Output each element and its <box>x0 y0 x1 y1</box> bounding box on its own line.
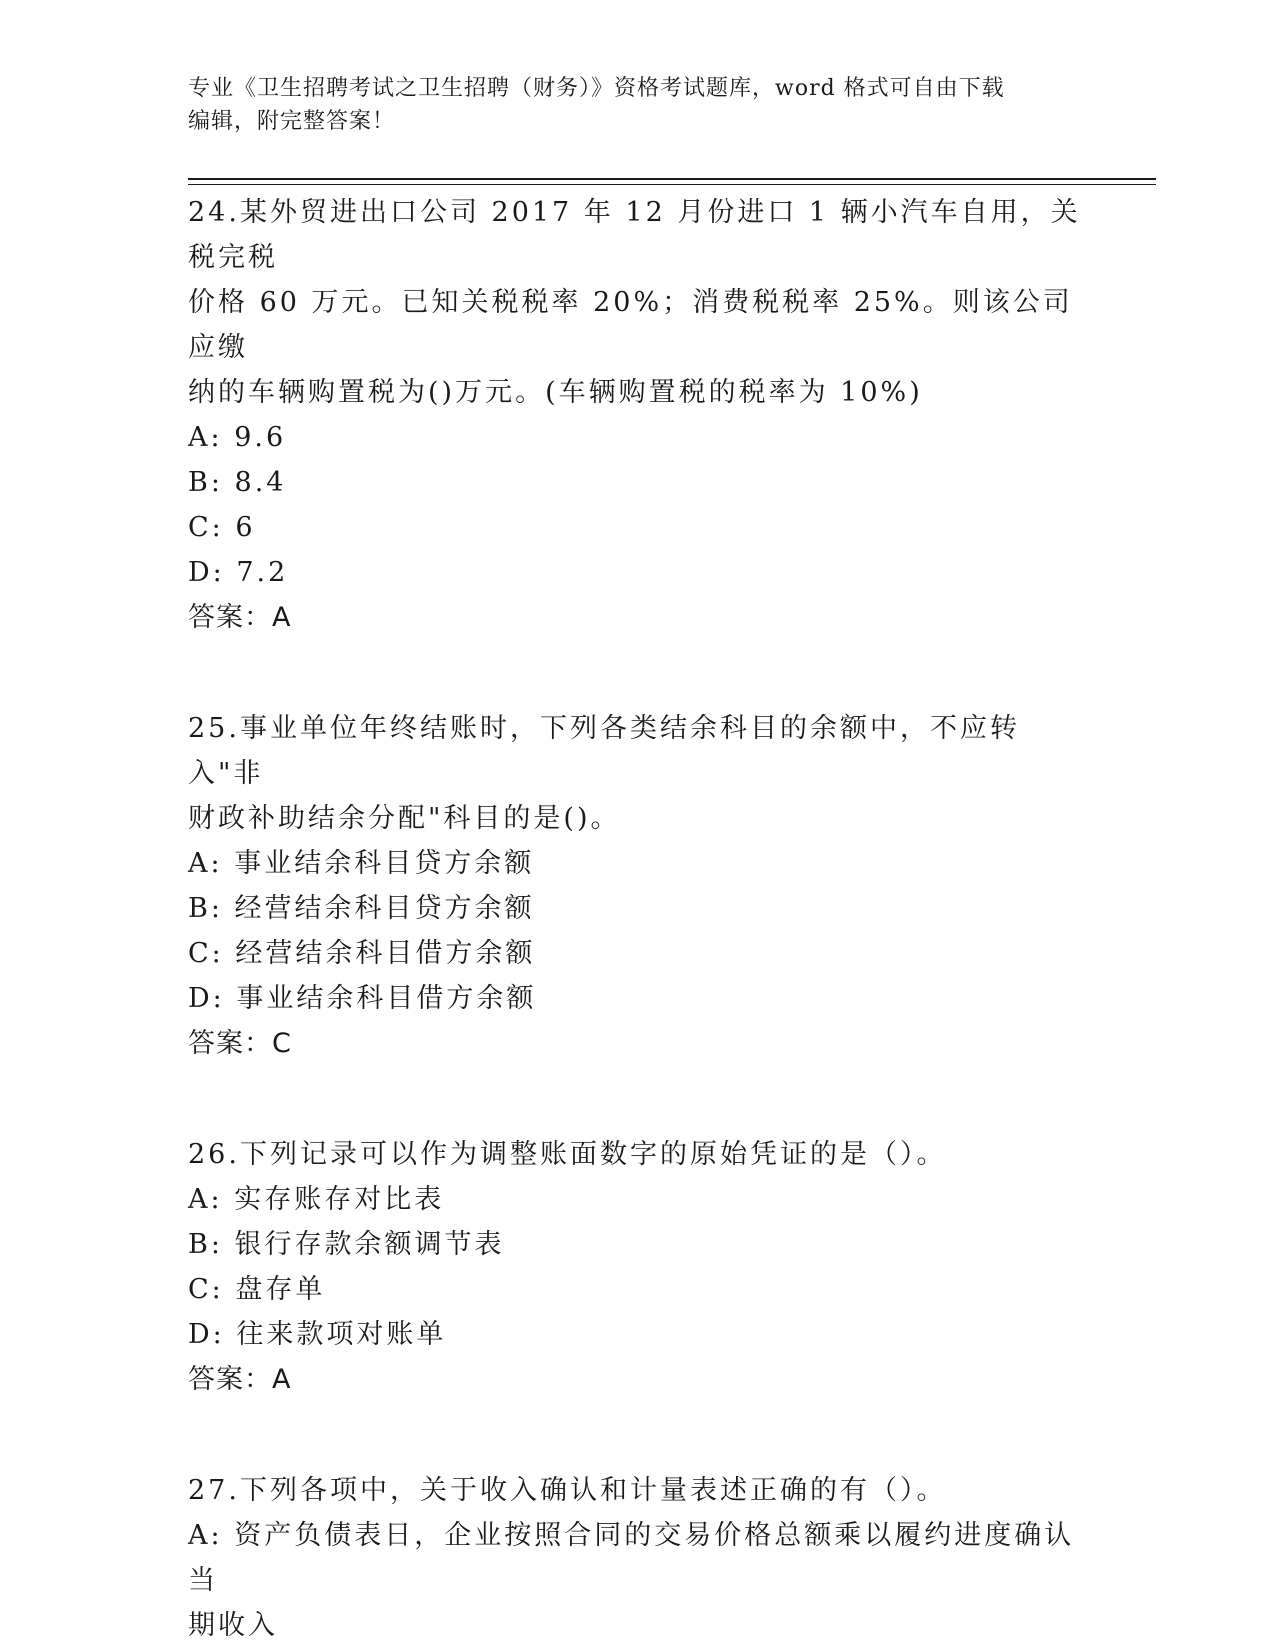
option-label: A: <box>188 1184 223 1215</box>
question-text-line: 27.下列各项中，关于收入确认和计量表述正确的有（）。 <box>188 1475 947 1506</box>
option-label: A: <box>188 422 223 453</box>
question-text-line: 26.下列记录可以作为调整账面数字的原始凭证的是（）。 <box>188 1139 947 1170</box>
question-text-line: 纳的车辆购置税为()万元。(车辆购置税的税率为 10%) <box>188 377 923 408</box>
question-27 <box>188 1468 1088 1648</box>
option-label: B: <box>188 893 223 924</box>
option-a <box>188 841 1088 886</box>
option-b <box>188 1222 1088 1267</box>
option-text: 经营结余科目贷方余额 <box>234 893 535 924</box>
option-d <box>188 550 1088 595</box>
question-26 <box>188 1132 1088 1403</box>
question-text-line: 24.某外贸进出口公司 2017 年 12 月份进口 1 辆小汽车自用，关税完税 <box>188 197 1081 273</box>
document-header <box>188 72 1068 138</box>
option-label: A: <box>188 1520 223 1551</box>
question-text-line: 财政补助结余分配"科目的是()。 <box>188 803 621 834</box>
option-label: C: <box>188 512 224 543</box>
option-label: B: <box>188 467 223 498</box>
option-a <box>188 1513 1088 1603</box>
option-d <box>188 1312 1088 1357</box>
header-line-1: 专业《卫生招聘考试之卫生招聘（财务）》资格考试题库，word 格式可自由下载 <box>188 76 1005 101</box>
option-a <box>188 1177 1088 1222</box>
option-text: 7.2 <box>236 557 289 588</box>
option-text: 资产负债表日，企业按照合同的交易价格总额乘以履约进度确认当 <box>188 1520 1075 1596</box>
option-label: D: <box>188 983 225 1014</box>
option-text: 盘存单 <box>235 1274 326 1305</box>
question-text-line: 25.事业单位年终结账时，下列各类结余科目的余额中，不应转入"非 <box>188 713 1020 789</box>
option-c <box>188 505 1088 550</box>
header-line-2: 编辑，附完整答案！ <box>188 109 396 134</box>
option-text: 经营结余科目借方余额 <box>235 938 536 969</box>
question-25 <box>188 706 1088 1067</box>
question-24 <box>188 190 1088 641</box>
option-label: B: <box>188 1229 223 1260</box>
answer-line: 答案：A <box>188 1364 292 1395</box>
spacer <box>188 1067 1088 1132</box>
option-label: D: <box>188 557 225 588</box>
option-text: 往来款项对账单 <box>236 1319 447 1350</box>
option-text: 事业结余科目借方余额 <box>236 983 537 1014</box>
option-a-continued <box>188 1603 1088 1648</box>
header-divider-thin <box>188 184 1156 185</box>
option-label: C: <box>188 1274 224 1305</box>
question-list <box>188 190 1088 1648</box>
option-d <box>188 976 1088 1021</box>
option-c <box>188 1267 1088 1312</box>
option-text: 事业结余科目贷方余额 <box>234 848 535 879</box>
option-text: 6 <box>235 512 256 543</box>
option-b <box>188 460 1088 505</box>
header-divider-thick <box>188 178 1156 180</box>
answer-line: 答案：C <box>188 1028 292 1059</box>
option-text: 银行存款余额调节表 <box>234 1229 505 1260</box>
option-text: 实存账存对比表 <box>234 1184 445 1215</box>
option-text: 8.4 <box>234 467 287 498</box>
spacer <box>188 1403 1088 1468</box>
option-label: D: <box>188 1319 225 1350</box>
option-label: C: <box>188 938 224 969</box>
spacer <box>188 641 1088 706</box>
option-c <box>188 931 1088 976</box>
answer-line: 答案：A <box>188 602 292 633</box>
option-a <box>188 415 1088 460</box>
option-text: 期收入 <box>188 1610 278 1641</box>
option-label: A: <box>188 848 223 879</box>
question-text-line: 价格 60 万元。已知关税税率 20%；消费税税率 25%。则该公司应缴 <box>188 287 1073 363</box>
option-text: 9.6 <box>234 422 287 453</box>
option-b <box>188 886 1088 931</box>
